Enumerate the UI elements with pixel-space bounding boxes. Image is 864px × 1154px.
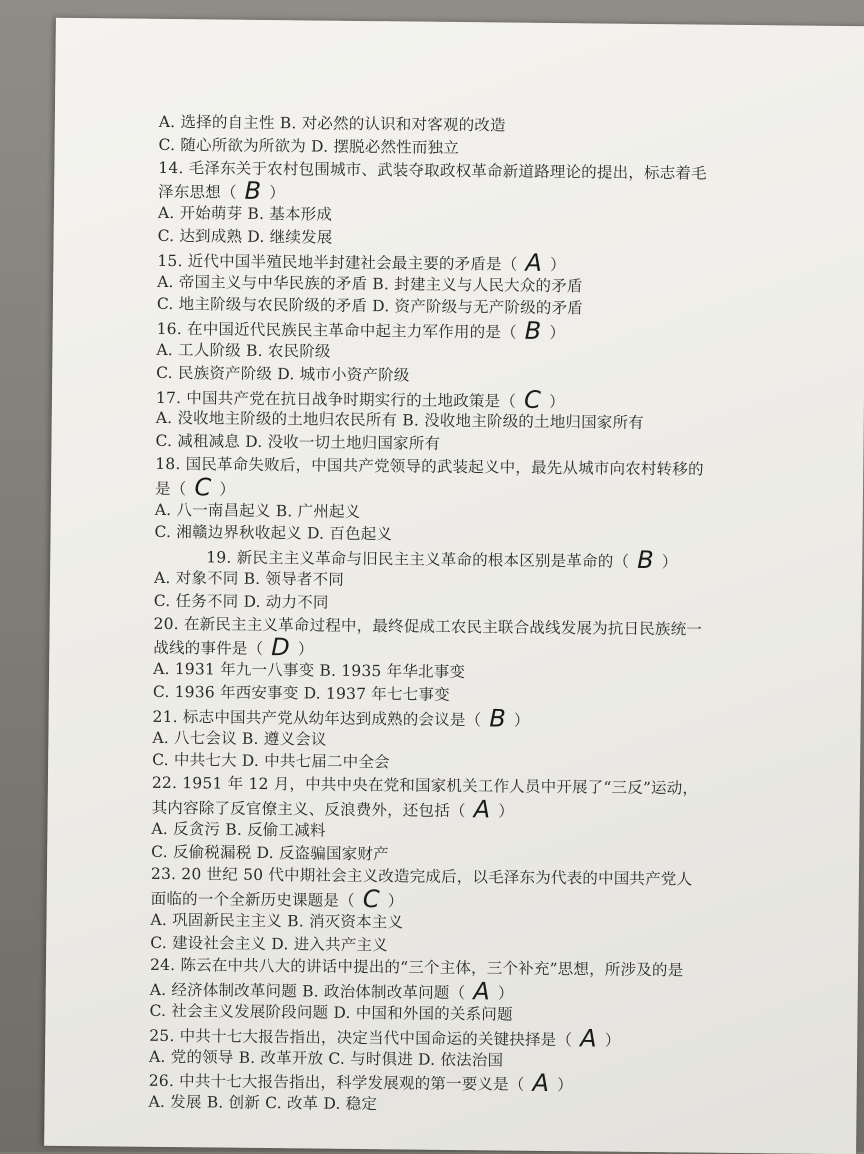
option-line: C. 1936 年西安事变 D. 1937 年七七事变 bbox=[152, 682, 450, 704]
option-line: C. 随心所欲为所欲为 D. 摆脱必然性而独立 bbox=[158, 135, 460, 157]
question-18: 18. 国民革命失败后，中国共产党领导的武装起义中，最先从城市向农村转移的 bbox=[155, 454, 704, 479]
option-line: A. 发展 B. 创新 C. 改革 D. 稳定 bbox=[148, 1093, 378, 1114]
option-line: C. 中共七大 D. 中共七届二中全会 bbox=[152, 751, 390, 772]
close-paren: ） bbox=[219, 480, 236, 499]
question-text-block bbox=[148, 111, 798, 1121]
answer-21: B bbox=[489, 704, 507, 733]
close-paren: ） bbox=[498, 802, 515, 821]
option-line: A. 党的领导 B. 改革开放 C. 与时俱进 D. 依法治国 bbox=[148, 1047, 504, 1070]
question-14-cont: 泽东思想（ bbox=[158, 183, 237, 203]
option-line: A. 工人阶级 B. 农民阶级 bbox=[156, 340, 331, 361]
answer-19: B bbox=[637, 546, 654, 575]
option-line: A. 八一南昌起义 B. 广州起义 bbox=[154, 500, 361, 521]
answer-26: A bbox=[532, 1069, 550, 1098]
close-paren: ） bbox=[269, 184, 286, 203]
option-line: A. 巩固新民主主义 B. 消灭资本主义 bbox=[150, 910, 404, 932]
question-19: 19. 新民主主义革命与旧民主主义革命的根本区别是革命的（ bbox=[206, 548, 630, 571]
question-22: 22. 1951 年 12 月，中共中央在党和国家机关工作人员中开展了“三反”运动， bbox=[151, 773, 699, 798]
question-15: 15. 近代中国半殖民地半封建社会最主要的矛盾是（ bbox=[157, 251, 518, 274]
option-line: C. 社会主义发展阶段问题 D. 中国和外国的关系问题 bbox=[149, 1001, 513, 1024]
question-16: 16. 在中国近代民族民主革命中起主力军作用的是（ bbox=[156, 320, 517, 342]
answer-20: D bbox=[271, 633, 291, 662]
question-20-cont: 战线的事件是（ bbox=[153, 639, 264, 659]
option-line: C. 反偷税漏税 D. 反盗骗国家财产 bbox=[151, 842, 389, 863]
question-20: 20. 在新民主主义革命过程中，最终促成工农民主联合战线发展为抗日民族统一 bbox=[153, 614, 703, 639]
close-paren: ） bbox=[604, 1031, 621, 1050]
option-line: A. 帝国主义与中华民族的矛盾 B. 封建主义与人民大众的矛盾 bbox=[157, 272, 583, 295]
question-17: 17. 中国共产党在抗日战争时期实行的土地政策是（ bbox=[155, 388, 517, 411]
option-line: A. 反贪污 B. 反偷工减料 bbox=[151, 819, 326, 840]
close-paren: ） bbox=[661, 553, 678, 572]
option-line: C. 湘赣边界秋收起义 D. 百色起义 bbox=[154, 523, 393, 544]
option-line: C. 达到成熟 D. 继续发展 bbox=[157, 226, 333, 247]
answer-22: A bbox=[473, 795, 491, 824]
question-26: 26. 中共十七大报告指出，科学发展观的第一要义是（ bbox=[148, 1072, 525, 1095]
close-paren: ） bbox=[549, 255, 566, 274]
question-22-cont: 其内容除了反官僚主义、反浪费外，还包括（ bbox=[151, 798, 466, 821]
answer-23: C bbox=[362, 885, 380, 914]
answer-25: A bbox=[580, 1024, 597, 1053]
option-line: A. 经济体制改革问题 B. 政治体制改革问题（ bbox=[149, 981, 466, 1003]
exam-paper-sheet bbox=[44, 18, 864, 1154]
close-paren: ） bbox=[549, 324, 566, 343]
option-line: A. 没收地主阶级的土地归农民所有 B. 没收地主阶级的土地归国家所有 bbox=[155, 409, 645, 433]
option-line: C. 减租减息 D. 没收一切土地归国家所有 bbox=[155, 432, 441, 453]
question-24: 24. 陈云在中共八大的讲话中提出的“三个主体，三个补充”思想，所涉及的是 bbox=[149, 956, 684, 980]
option-line: A. 对象不同 B. 领导者不同 bbox=[153, 568, 345, 589]
answer-17: C bbox=[523, 385, 542, 414]
answer-18: C bbox=[194, 473, 212, 502]
question-18-cont: 是（ bbox=[154, 479, 187, 498]
question-23-cont: 面临的一个全新历史课题是（ bbox=[150, 889, 355, 911]
question-21: 21. 标志中国共产党从幼年达到成熟的会议是（ bbox=[152, 707, 482, 729]
close-paren: ） bbox=[513, 711, 530, 730]
close-paren: ） bbox=[497, 984, 514, 1003]
question-25: 25. 中共十七大报告指出，决定当代中国命运的关键抉择是（ bbox=[149, 1026, 573, 1050]
option-line: C. 建设社会主义 D. 进入共产主义 bbox=[150, 933, 388, 954]
answer-16: B bbox=[524, 316, 542, 346]
close-paren: ） bbox=[387, 892, 404, 911]
option-line: A. 八七会议 B. 遵义会议 bbox=[152, 728, 327, 749]
option-line: A. 开始萌芽 B. 基本形成 bbox=[157, 204, 333, 224]
close-paren: ） bbox=[548, 392, 565, 411]
option-line: C. 地主阶级与农民阶级的矛盾 D. 资产阶级与无产阶级的矛盾 bbox=[156, 295, 584, 318]
answer-24: A bbox=[473, 977, 491, 1006]
option-line: A. 选择的自主性 B. 对必然的认识和对客观的改造 bbox=[158, 112, 506, 135]
option-line: C. 民族资产阶级 D. 城市小资产阶级 bbox=[156, 363, 410, 385]
close-paren: ） bbox=[297, 640, 314, 659]
question-14: 14. 毛泽东关于农村包围城市、武装夺取政权革命新道路理论的提出，标志着毛 bbox=[158, 158, 707, 183]
question-23: 23. 20 世纪 50 代中期社会主义改造完成后，以毛泽东为代表的中国共产党人 bbox=[150, 865, 693, 889]
option-line: A. 1931 年九一八事变 B. 1935 年华北事变 bbox=[153, 659, 466, 682]
option-line: C. 任务不同 D. 动力不同 bbox=[153, 591, 329, 612]
answer-15: A bbox=[525, 248, 543, 277]
answer-14: B bbox=[244, 177, 262, 206]
close-paren: ） bbox=[557, 1076, 573, 1095]
